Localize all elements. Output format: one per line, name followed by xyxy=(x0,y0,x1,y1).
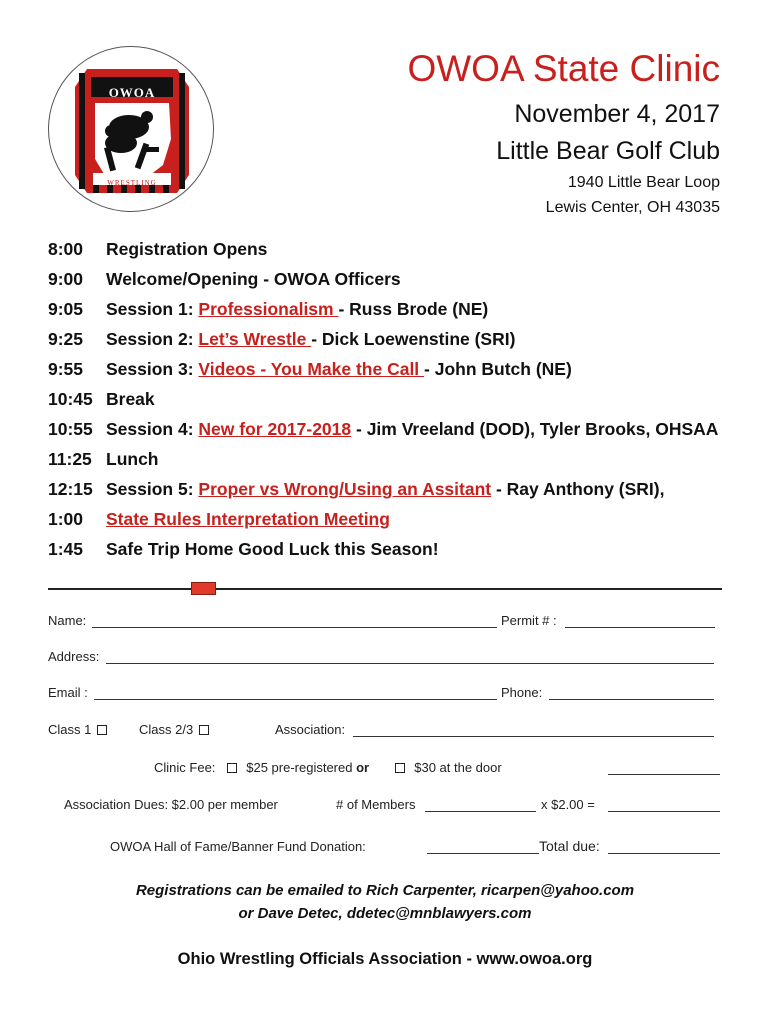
schedule-time: 1:00 xyxy=(48,509,84,530)
name-field[interactable] xyxy=(92,627,497,628)
fee-prereg-option xyxy=(225,760,369,775)
clinic-fee-amount-field[interactable] xyxy=(608,774,720,775)
association-label: Association: xyxy=(275,722,346,737)
venue-address-line1: 1940 Little Bear Loop xyxy=(567,174,720,191)
schedule-item xyxy=(48,384,738,414)
event-venue: Little Bear Golf Club xyxy=(496,137,720,165)
schedule-text: Welcome/Opening - OWOA Officers xyxy=(106,268,401,289)
schedule-time: 9:05 xyxy=(48,298,84,319)
logo-title: OWOA xyxy=(108,85,156,100)
session-link[interactable]: Let’s Wrestle xyxy=(198,328,312,349)
email-label: Email : xyxy=(48,685,88,700)
registration-line1: Registrations can be emailed to Rich Carpenter, ricarpen@yahoo.com xyxy=(135,882,635,899)
logo-subtitle: WRESTLING xyxy=(107,179,157,187)
schedule-text: Session 3: xyxy=(106,358,199,379)
phone-label: Phone: xyxy=(501,685,543,700)
schedule-time: 9:55 xyxy=(48,358,84,379)
schedule-time: 9:25 xyxy=(48,328,84,349)
schedule-list xyxy=(48,234,738,565)
schedule-text: Session 5: xyxy=(106,479,199,500)
schedule-item xyxy=(48,264,738,294)
schedule-text: Session 4: xyxy=(106,419,199,440)
section-divider xyxy=(48,588,722,590)
footer-text: Ohio Wrestling Officials Association - www.owoa.org xyxy=(177,950,593,968)
schedule-text: Session 1: xyxy=(106,298,199,319)
schedule-item xyxy=(48,535,738,565)
venue-address-line2: Lewis Center, OH 43035 xyxy=(545,199,720,216)
donation-label: OWOA Hall of Fame/Banner Fund Donation: xyxy=(110,839,366,854)
class1-option xyxy=(48,722,109,737)
session-link[interactable]: Professionalism xyxy=(198,298,339,319)
session-link[interactable]: New for 2017-2018 xyxy=(198,419,352,440)
address-label: Address: xyxy=(48,649,100,664)
fee-door-option xyxy=(393,760,502,775)
dues-multiplier-label: x $2.00 = xyxy=(541,797,595,812)
donation-amount-field[interactable] xyxy=(427,853,539,854)
schedule-text: Lunch xyxy=(106,449,159,470)
event-date: November 4, 2017 xyxy=(514,100,720,128)
fee-door-checkbox[interactable] xyxy=(395,763,405,773)
schedule-time: 9:00 xyxy=(48,268,84,289)
members-count-field[interactable] xyxy=(425,811,536,812)
schedule-text: Session 2: xyxy=(106,328,199,349)
schedule-time: 10:55 xyxy=(48,419,93,440)
schedule-item xyxy=(48,415,738,445)
class23-checkbox[interactable] xyxy=(199,725,209,735)
schedule-time: 11:25 xyxy=(48,449,92,470)
total-label: Total due: xyxy=(539,838,600,854)
owoa-logo xyxy=(48,46,214,212)
schedule-presenter: - John Butch (NE) xyxy=(424,358,572,379)
session-link[interactable]: Proper vs Wrong/Using an Assitant xyxy=(198,479,492,500)
schedule-presenter: - Jim Vreeland (DOD), Tyler Brooks, OHSAA xyxy=(351,419,719,440)
fee-door-text: $30 at the door xyxy=(414,760,502,775)
schedule-item xyxy=(48,294,738,324)
divider-marker-icon xyxy=(191,582,216,595)
phone-field[interactable] xyxy=(549,699,714,700)
schedule-time: 8:00 xyxy=(48,238,84,259)
name-label: Name: xyxy=(48,613,87,628)
class1-label: Class 1 xyxy=(48,722,92,737)
permit-field[interactable] xyxy=(565,627,715,628)
schedule-presenter: - Ray Anthony (SRI), xyxy=(491,479,665,500)
schedule-text: Break xyxy=(106,389,155,410)
schedule-text: Registration Opens xyxy=(106,238,268,259)
logo-emblem-icon xyxy=(49,47,215,213)
schedule-time: 10:45 xyxy=(48,389,93,410)
association-field[interactable] xyxy=(353,736,714,737)
class1-checkbox[interactable] xyxy=(97,725,107,735)
schedule-item xyxy=(48,354,738,384)
dues-label: Association Dues: $2.00 per member xyxy=(64,797,278,812)
fee-prereg-text: $25 pre-registered xyxy=(246,760,353,775)
schedule-time: 12:15 xyxy=(48,479,93,500)
session-link[interactable]: Videos - You Make the Call xyxy=(198,358,425,379)
class23-option xyxy=(139,722,211,737)
members-label: # of Members xyxy=(336,797,416,812)
session-link[interactable]: State Rules Interpretation Meeting xyxy=(106,509,390,530)
schedule-time: 1:45 xyxy=(48,539,84,560)
fee-prereg-checkbox[interactable] xyxy=(227,763,237,773)
schedule-presenter: - Russ Brode (NE) xyxy=(338,298,489,319)
email-field[interactable] xyxy=(94,699,497,700)
fee-or-text: or xyxy=(356,760,370,775)
total-amount-field[interactable] xyxy=(608,853,720,854)
dues-amount-field[interactable] xyxy=(608,811,720,812)
schedule-presenter: - Dick Loewenstine (SRI) xyxy=(311,328,516,349)
registration-line2: or Dave Detec, ddetec@mnblawyers.com xyxy=(238,905,532,922)
address-field[interactable] xyxy=(106,663,714,664)
clinic-fee-label: Clinic Fee: xyxy=(154,760,216,775)
page-title: OWOA State Clinic xyxy=(407,48,720,89)
schedule-item xyxy=(48,505,738,535)
permit-label: Permit # : xyxy=(501,613,557,628)
schedule-item xyxy=(48,475,738,505)
class23-label: Class 2/3 xyxy=(139,722,194,737)
schedule-item xyxy=(48,445,738,475)
schedule-item xyxy=(48,234,738,264)
schedule-text: Safe Trip Home Good Luck this Season! xyxy=(106,539,439,560)
schedule-item xyxy=(48,324,738,354)
